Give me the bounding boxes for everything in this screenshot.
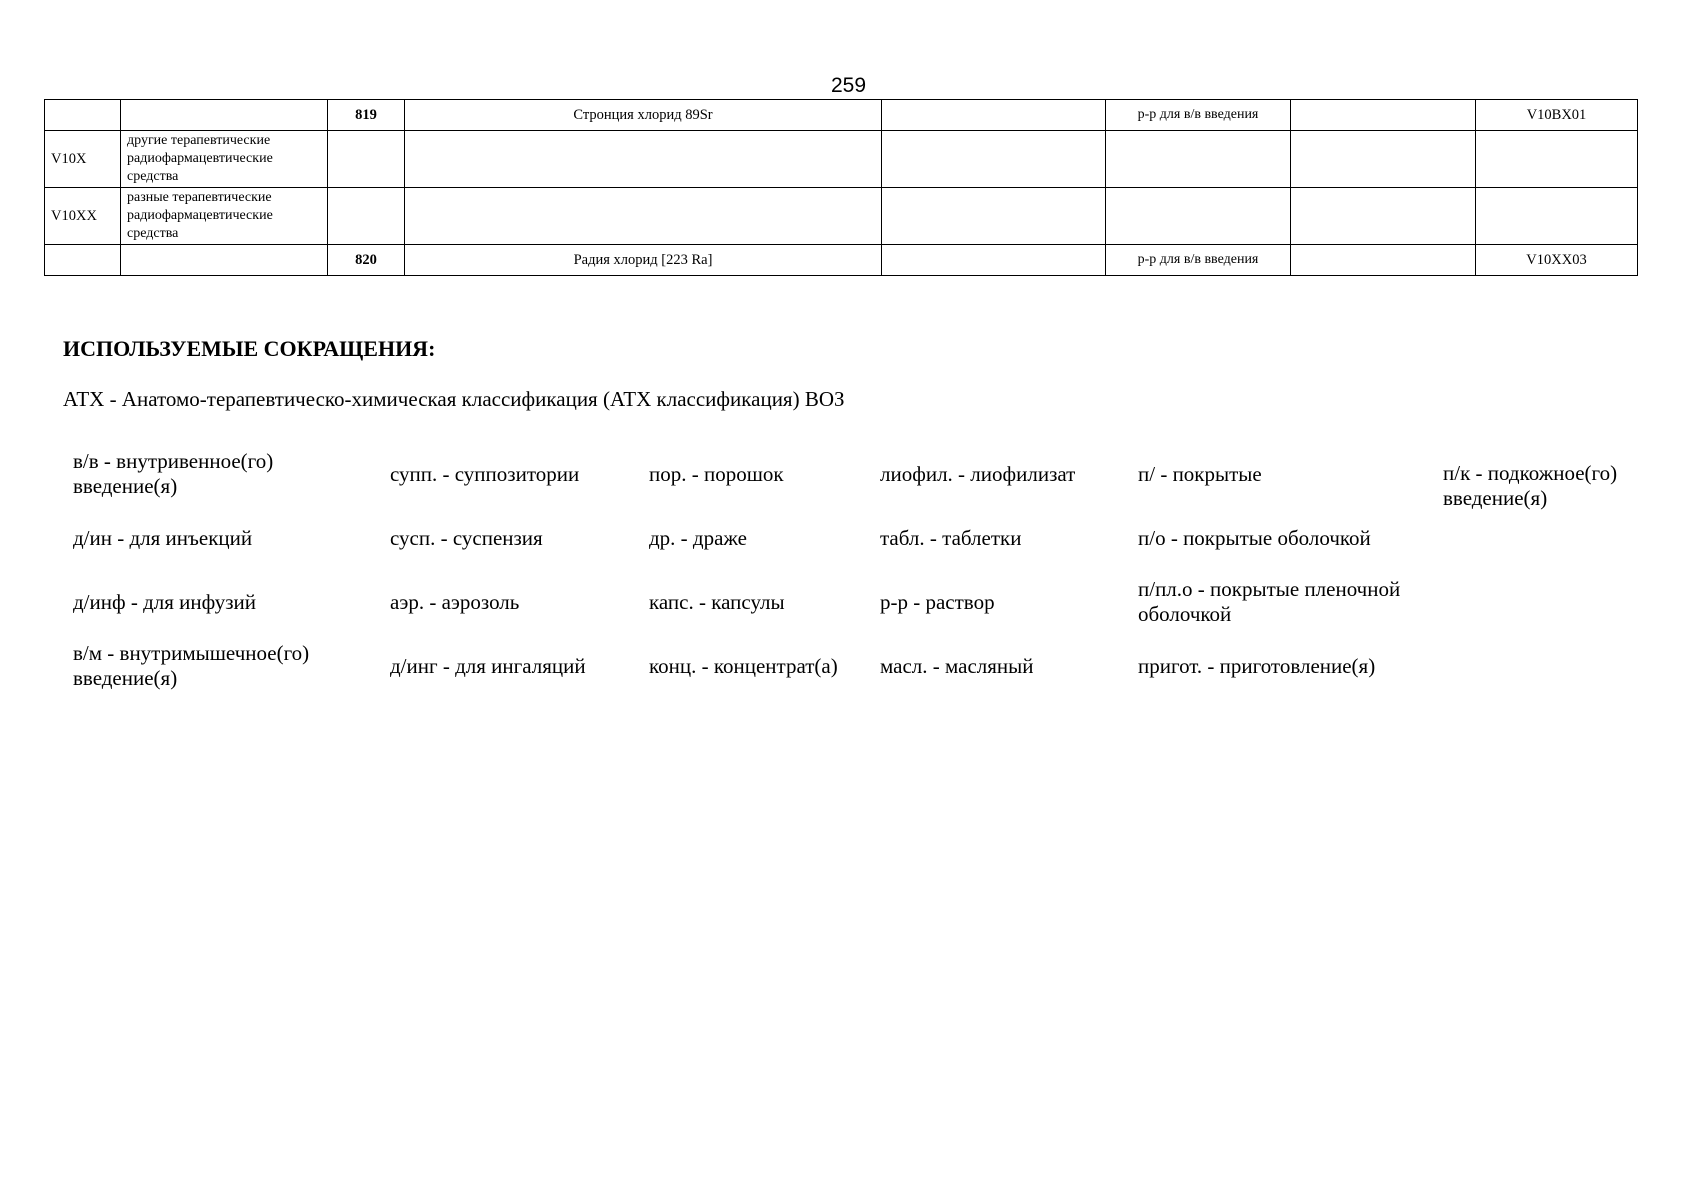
abbreviation-item: пор. - порошок	[649, 461, 784, 486]
atc-code-cell	[45, 245, 121, 276]
item-number-cell	[328, 188, 405, 245]
abbreviation-item: д/ин - для инъекций	[73, 525, 253, 550]
blank-cell	[882, 245, 1106, 276]
abbreviation-item: п/ - покрытые	[1138, 461, 1262, 486]
abbreviations-title: ИСПОЛЬЗУЕМЫЕ СОКРАЩЕНИЯ:	[63, 336, 436, 361]
abbreviations-grid	[73, 448, 1643, 696]
abbreviation-item: в/в - внутривенное(го) введение(я)	[73, 449, 274, 498]
abbreviation-item: п/к - подкожное(го) введение(я)	[1443, 461, 1618, 510]
page-number: 259	[830, 74, 867, 97]
table-row	[45, 100, 1638, 131]
abbreviation-item: др. - драже	[649, 525, 747, 550]
abbreviation-item: аэр. - аэрозоль	[390, 589, 520, 614]
drug-name-cell	[405, 188, 882, 245]
abbreviation-item: в/м - внутримышечное(го) введение(я)	[73, 641, 310, 690]
abbreviation-item: п/пл.о - покрытые пленочной оболочкой	[1138, 577, 1401, 626]
abbreviation-item: р-р - раствор	[880, 589, 995, 614]
abbreviation-item: капс. - капсулы	[649, 589, 785, 614]
dosage-form-cell: р-р для в/в введения	[1106, 100, 1291, 131]
item-number-cell	[328, 131, 405, 188]
abbreviation-item: лиофил. - лиофилизат	[880, 461, 1076, 486]
abbreviation-item: д/инф - для инфузий	[73, 589, 257, 614]
blank-cell	[882, 100, 1106, 131]
abbreviation-item: супп. - суппозитории	[390, 461, 580, 486]
abbreviation-item: масл. - масляный	[880, 653, 1034, 678]
atc-code-cell: V10X	[45, 131, 121, 188]
abbreviation-item: сусп. - суспензия	[390, 525, 543, 550]
table-row	[45, 131, 1638, 188]
drug-table	[44, 99, 1638, 276]
drug-name-cell: Стронция хлорид 89Sr	[405, 100, 882, 131]
atc-code-cell: V10XX	[45, 188, 121, 245]
abbreviation-item: табл. - таблетки	[880, 525, 1022, 550]
abbreviation-item: пригот. - приготовление(я)	[1138, 653, 1376, 678]
atc-group-cell: другие терапевтические радиофармацевтические средства	[121, 131, 328, 188]
atc-code-cell	[45, 100, 121, 131]
item-number-cell: 819	[328, 100, 405, 131]
abbreviation-item: п/о - покрытые оболочкой	[1138, 525, 1371, 550]
blank-cell	[1291, 245, 1476, 276]
abbreviation-item: конц. - концентрат(а)	[649, 653, 838, 678]
blank-cell	[1291, 100, 1476, 131]
table-row	[45, 188, 1638, 245]
abbreviation-item: д/инг - для ингаляций	[390, 653, 586, 678]
item-number-cell: 820	[328, 245, 405, 276]
atx-code-cell: V10BX01	[1476, 100, 1638, 131]
atc-group-cell	[121, 100, 328, 131]
blank-cell	[882, 131, 1106, 188]
atc-group-cell: разные терапевтические радиофармацевтические средства	[121, 188, 328, 245]
blank-cell	[1291, 131, 1476, 188]
atx-code-cell: V10XX03	[1476, 245, 1638, 276]
atx-code-cell	[1476, 188, 1638, 245]
dosage-form-cell	[1106, 188, 1291, 245]
drug-name-cell	[405, 131, 882, 188]
blank-cell	[882, 188, 1106, 245]
atx-code-cell	[1476, 131, 1638, 188]
atx-definition: АТХ - Анатомо-терапевтическо-химическая классификация (АТХ классификация) ВОЗ	[63, 387, 845, 411]
drug-name-cell: Радия хлорид [223 Ra]	[405, 245, 882, 276]
atc-group-cell	[121, 245, 328, 276]
dosage-form-cell	[1106, 131, 1291, 188]
dosage-form-cell: р-р для в/в введения	[1106, 245, 1291, 276]
table-row	[45, 245, 1638, 276]
blank-cell	[1291, 188, 1476, 245]
